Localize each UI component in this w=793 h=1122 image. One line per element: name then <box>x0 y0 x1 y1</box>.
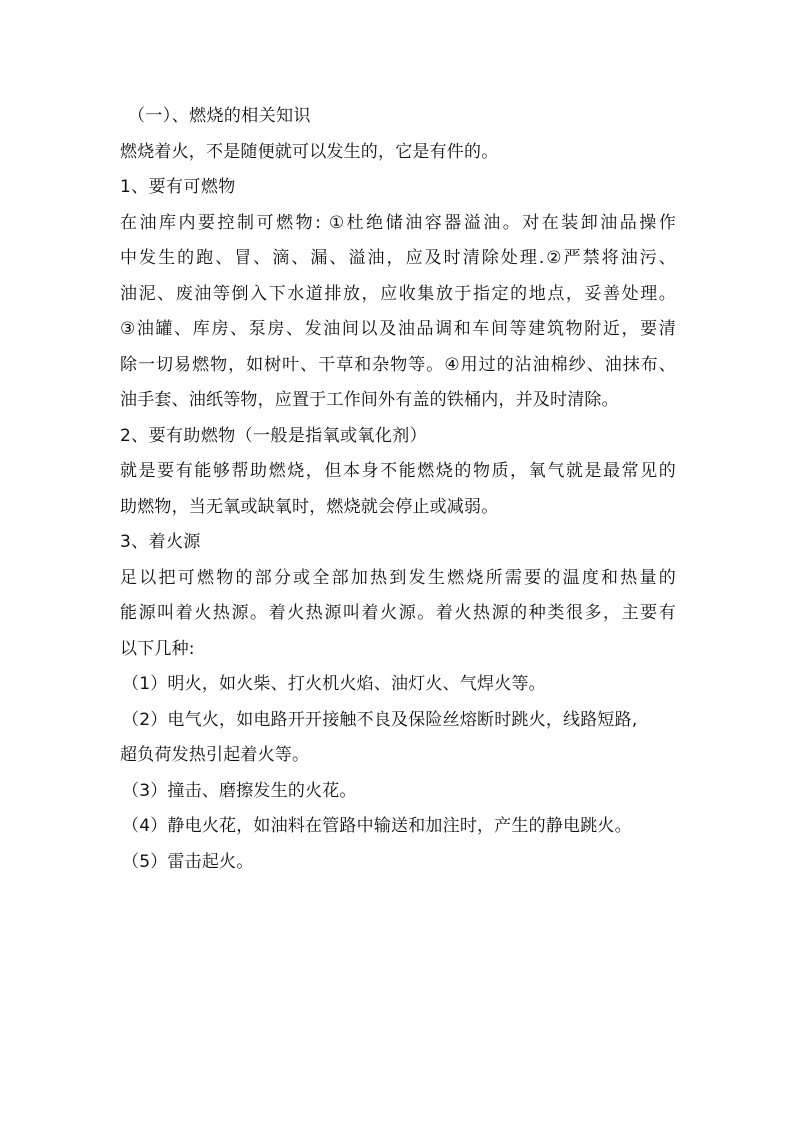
paragraph-line: 能源叫着火热源。着火热源叫着火源。着火热源的种类很多，主要有 <box>120 603 676 623</box>
list-item: （3）撞击、磨擦发生的火花。 <box>122 780 357 801</box>
list-item: （2）电气火，如电路开开接触不良及保险丝熔断时跳火，线路短路, <box>122 709 638 730</box>
paragraph-line: 油泥、废油等倒入下水道排放，应收集放于指定的地点，妥善处理。 <box>120 283 676 304</box>
document-body <box>120 99 676 880</box>
paragraph-line: 就是要有能够帮助燃烧，但本身不能燃烧的物质，氧气就是最常见的 <box>120 461 676 481</box>
section-heading: （一）、燃烧的相关知识 <box>128 106 311 126</box>
subheading: 2、要有助燃物（一般是指氧或氧化剂） <box>120 425 428 446</box>
paragraph-line: 油手套、油纸等物，应置于工作间外有盖的铁桶内，并及时清除。 <box>120 390 619 410</box>
list-item: （1）明火，如火柴、打火机火焰、油灯火、气焊火等。 <box>122 674 546 694</box>
subheading: 3、着火源 <box>120 532 201 552</box>
paragraph-line: 中发生的跑、冒、滴、漏、溢油，应及时清除处理.②严禁将油污、 <box>120 248 676 268</box>
paragraph-line: 以下几种: <box>120 638 195 659</box>
paragraph-line: 足以把可燃物的部分或全部加热到发生燃烧所需要的温度和热量的 <box>120 567 676 588</box>
paragraph-line: 在油库内要控制可燃物: ①杜绝储油容器溢油。对在装卸油品操作 <box>120 212 676 233</box>
list-item: （5）雷击起火。 <box>122 851 254 872</box>
list-item: （4）静电火花，如油料在管路中输送和加注时，产生的静电跳火。 <box>122 816 632 836</box>
paragraph-line: 助燃物，当无氧或缺氧时，燃烧就会停止或减弱。 <box>120 496 499 517</box>
paragraph-line: 超负荷发热引起着火等。 <box>120 745 310 765</box>
paragraph-line: ③油罐、库房、泵房、发油间以及油品调和车间等建筑物附近，要清 <box>120 319 676 339</box>
paragraph-line: 燃烧着火，不是随便就可以发生的，它是有件的。 <box>120 141 499 162</box>
subheading: 1、要有可燃物 <box>120 177 236 197</box>
paragraph-line: 除一切易燃物，如树叶、干草和杂物等。④用过的沾油棉纱、油抹布、 <box>120 354 676 375</box>
